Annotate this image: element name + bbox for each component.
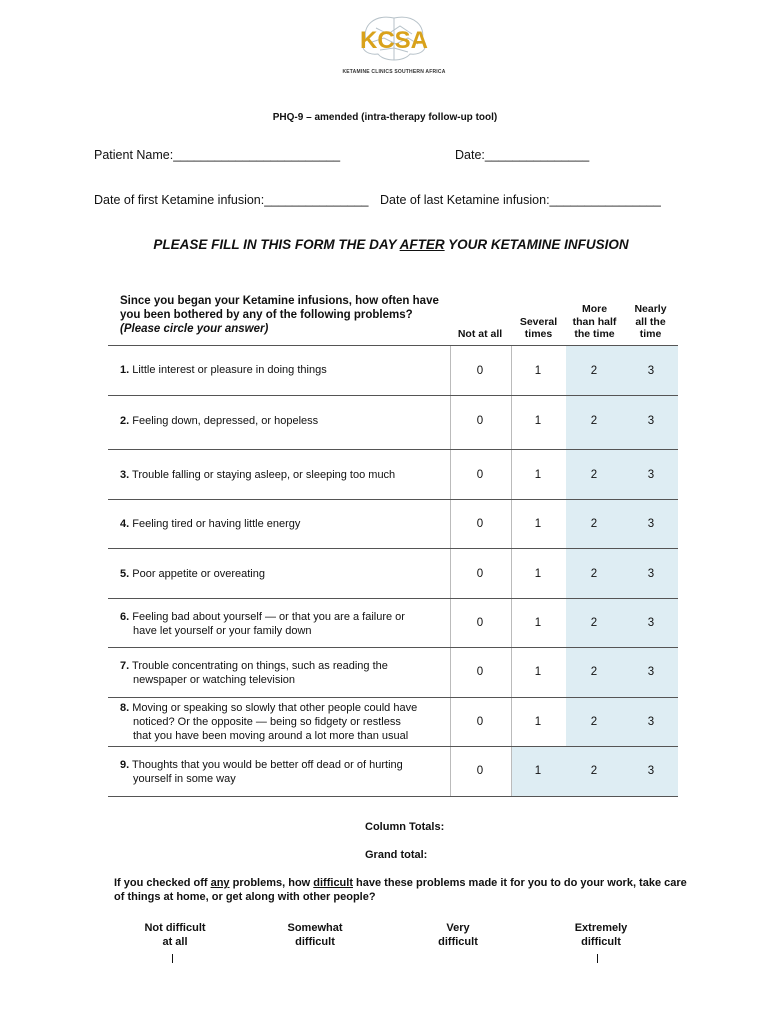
score-q2-1[interactable]: 1 xyxy=(534,415,542,427)
instruction-heading: PLEASE FILL IN THIS FORM THE DAY AFTER YOUR KETAMINE INFUSION xyxy=(153,237,629,252)
column-divider xyxy=(511,346,512,796)
scale-tick xyxy=(172,954,173,963)
score-q3-1[interactable]: 1 xyxy=(534,469,542,481)
table-question-header: Since you began your Ketamine infusions, how often have you been bothered by any of the following problems? (Please circle your answer) xyxy=(120,295,439,335)
row-divider xyxy=(108,598,678,599)
score-q3-3[interactable]: 3 xyxy=(647,469,655,481)
score-q4-2[interactable]: 2 xyxy=(590,518,598,530)
score-q8-0[interactable]: 0 xyxy=(476,716,484,728)
question-3: 3. Trouble falling or staying asleep, or sleeping too much xyxy=(120,469,396,481)
score-q7-1[interactable]: 1 xyxy=(534,666,542,678)
score-q1-0[interactable]: 0 xyxy=(476,365,484,377)
column-header-nearly-all: Nearly all the time xyxy=(634,303,667,340)
question-1: 1. Little interest or pleasure in doing things xyxy=(120,364,327,376)
score-q8-2[interactable]: 2 xyxy=(590,716,598,728)
score-q1-2[interactable]: 2 xyxy=(590,365,598,377)
score-q3-0[interactable]: 0 xyxy=(476,469,484,481)
row-divider xyxy=(108,796,678,797)
score-q1-3[interactable]: 3 xyxy=(647,365,655,377)
question-2: 2. Feeling down, depressed, or hopeless xyxy=(120,415,319,427)
row-divider xyxy=(108,746,678,747)
score-q6-2[interactable]: 2 xyxy=(590,617,598,629)
column-divider xyxy=(450,346,451,796)
row-divider xyxy=(108,499,678,500)
logo-subtitle: KETAMINE CLINICS SOUTHERN AFRICA xyxy=(342,69,446,75)
score-q8-3[interactable]: 3 xyxy=(647,716,655,728)
score-q6-3[interactable]: 3 xyxy=(647,617,655,629)
column-header-several-times: Several times xyxy=(519,315,558,340)
question-4: 4. Feeling tired or having little energy xyxy=(120,518,301,530)
score-q1-1[interactable]: 1 xyxy=(534,365,542,377)
score-q9-3[interactable]: 3 xyxy=(647,765,655,777)
score-q4-0[interactable]: 0 xyxy=(476,518,484,530)
score-q5-3[interactable]: 3 xyxy=(647,568,655,580)
grand-total-label: Grand total: xyxy=(365,849,428,861)
score-q4-1[interactable]: 1 xyxy=(534,518,542,530)
first-infusion-date-field[interactable]: Date of first Ketamine infusion:_______________ xyxy=(94,193,369,207)
question-9: 9. Thoughts that you would be better off dead or of hurting yourself in some way xyxy=(120,759,403,785)
row-divider xyxy=(108,697,678,698)
score-q6-1[interactable]: 1 xyxy=(534,617,542,629)
row-divider xyxy=(108,548,678,549)
scale-tick xyxy=(597,954,598,963)
column-header-more-than-half: More than half the time xyxy=(572,303,617,340)
difficulty-question: If you checked off any problems, how difficult have these problems made it for you to do your work, take care of things at home, or get along with other people? xyxy=(114,877,687,903)
question-5: 5. Poor appetite or overeating xyxy=(120,568,265,580)
score-q5-0[interactable]: 0 xyxy=(476,568,484,580)
last-infusion-date-field[interactable]: Date of last Ketamine infusion:________________ xyxy=(380,193,661,207)
score-q4-3[interactable]: 3 xyxy=(647,518,655,530)
row-divider xyxy=(108,647,678,648)
score-q6-0[interactable]: 0 xyxy=(476,617,484,629)
column-header-not-at-all: Not at all xyxy=(457,328,503,340)
row-divider xyxy=(108,395,678,396)
score-q9-2[interactable]: 2 xyxy=(590,765,598,777)
question-8: 8. Moving or speaking so slowly that other people could have noticed? Or the opposite — being so fidgety or restless that you have been moving around a lot more than usual xyxy=(120,702,418,742)
score-q2-2[interactable]: 2 xyxy=(590,415,598,427)
patient-name-field[interactable]: Patient Name:________________________ xyxy=(94,148,341,162)
score-q5-2[interactable]: 2 xyxy=(590,568,598,580)
row-divider xyxy=(108,345,678,346)
question-7: 7. Trouble concentrating on things, such as reading the newspaper or watching television xyxy=(120,660,388,686)
date-field[interactable]: Date:_______________ xyxy=(455,148,590,162)
score-q2-0[interactable]: 0 xyxy=(476,415,484,427)
document-title: PHQ-9 – amended (intra-therapy follow-up tool) xyxy=(272,112,498,123)
difficulty-option-not-difficult[interactable]: Not difficult at all xyxy=(144,922,206,948)
score-q7-0[interactable]: 0 xyxy=(476,666,484,678)
score-q2-3[interactable]: 3 xyxy=(647,415,655,427)
score-q9-1[interactable]: 1 xyxy=(534,765,542,777)
difficulty-option-extremely[interactable]: Extremely difficult xyxy=(574,922,628,948)
score-q8-1[interactable]: 1 xyxy=(534,716,542,728)
score-q7-3[interactable]: 3 xyxy=(647,666,655,678)
difficulty-option-somewhat[interactable]: Somewhat difficult xyxy=(287,922,343,948)
logo-wordmark: KCSA xyxy=(359,27,429,54)
score-q5-1[interactable]: 1 xyxy=(534,568,542,580)
row-divider xyxy=(108,449,678,450)
question-6: 6. Feeling bad about yourself — or that you are a failure or have let yourself or your family down xyxy=(120,611,405,637)
score-q7-2[interactable]: 2 xyxy=(590,666,598,678)
score-q9-0[interactable]: 0 xyxy=(476,765,484,777)
score-q3-2[interactable]: 2 xyxy=(590,469,598,481)
column-totals-label: Column Totals: xyxy=(365,821,445,833)
difficulty-option-very[interactable]: Very difficult xyxy=(438,922,478,948)
